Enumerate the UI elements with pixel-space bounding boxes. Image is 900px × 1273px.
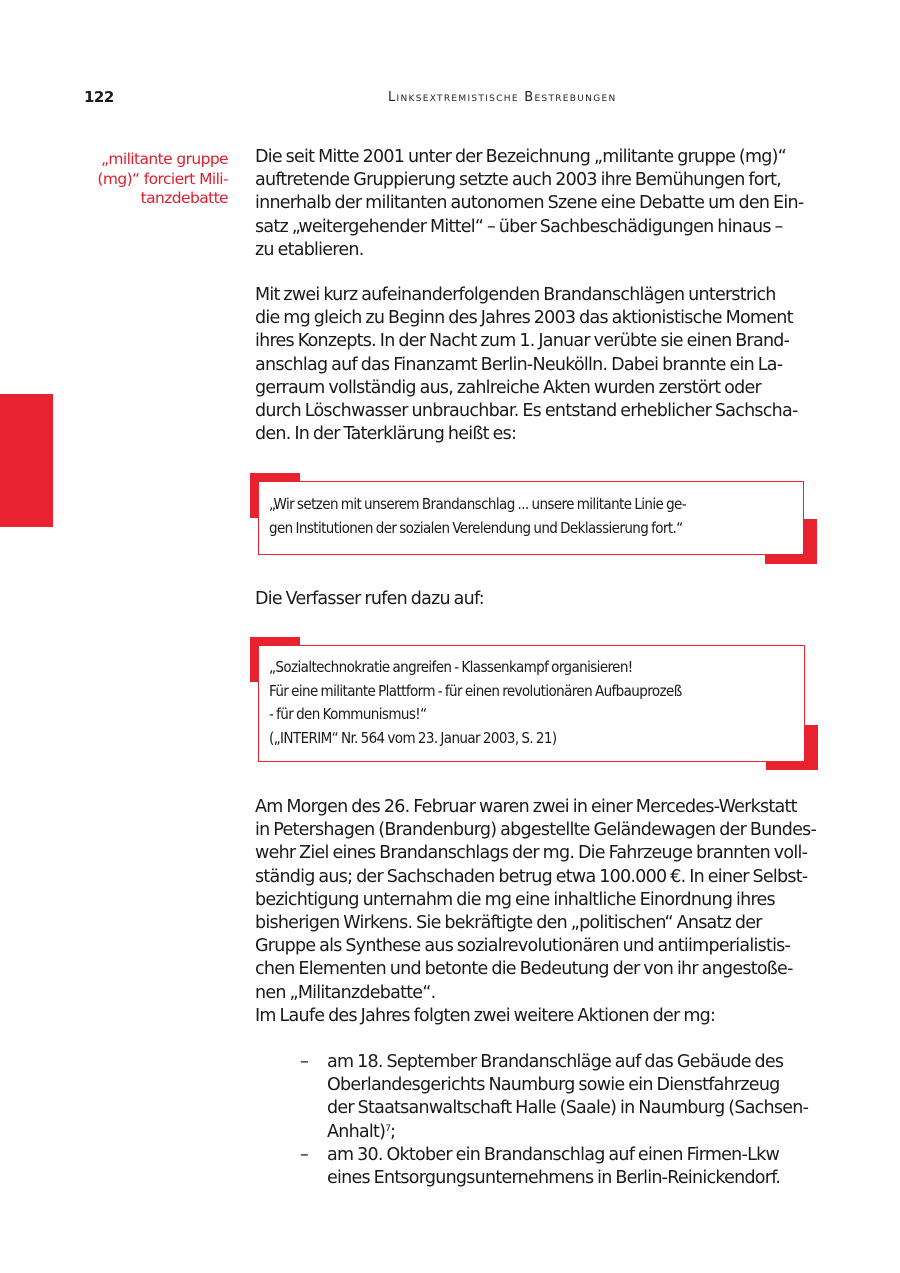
text-line: eines Entsorgungsunternehmens in Berlin-Reinickendorf.: [327, 1168, 781, 1189]
quote-line: „Sozialtechnokratie angreifen - Klassenkampf organisieren!: [269, 658, 633, 676]
quote-box-2: [250, 637, 818, 770]
text-line: chen Elementen und betonte die Bedeutung der von ihr angestoße-: [255, 959, 793, 980]
list-item: [300, 1051, 830, 1144]
quote-line: gen Institutionen der sozialen Verelendung und Deklassierung fort.“: [269, 518, 683, 537]
margin-note-line: tanzdebatte: [140, 189, 228, 207]
text-fragment: ;: [390, 1121, 396, 1142]
footnote-marker[interactable]: 7: [385, 1123, 391, 1134]
text-line: am 18. September Brandanschläge auf das Gebäude des: [327, 1052, 784, 1072]
text-line: wehr Ziel eines Brandanschlags der mg. Die Fahrzeuge brannten voll-: [255, 843, 808, 864]
text-line: gerraum vollständig aus, zahlreiche Akten wurden zerstört oder: [255, 377, 761, 398]
margin-note-line: (mg)“ forciert Mili-: [97, 169, 228, 188]
list-bullet: –: [300, 1052, 308, 1072]
text-line: zu etablieren.: [255, 239, 364, 260]
quote-line: „Wir setzen mit unserem Brandanschlag ... unsere militante Linie ge-: [269, 495, 687, 513]
text-line: der Staatsanwaltschaft Halle (Saale) in Naumburg (Sachsen-: [327, 1098, 809, 1119]
text-line: den. In der Taterklärung heißt es:: [255, 424, 517, 445]
text-line: Im Laufe des Jahres folgten zwei weitere Aktionen der mg:: [255, 1005, 716, 1026]
text-line: bisherigen Wirkens. Sie bekräftigte den „politischen“ Ansatz der: [255, 913, 762, 934]
text-line: Am Morgen des 26. Februar waren zwei in einer Mercedes-Werkstatt: [255, 797, 797, 817]
margin-note: [60, 150, 228, 209]
text-line: durch Löschwasser unbrauchbar. Es entstand erheblicher Sachscha-: [255, 401, 798, 422]
text-line: Die Verfasser rufen dazu auf:: [255, 589, 484, 609]
list-bullet: –: [300, 1144, 308, 1165]
text-line: die mg gleich zu Beginn des Jahres 2003 das aktionistische Moment: [255, 308, 793, 329]
margin-note-line: „militante gruppe: [100, 150, 228, 168]
quote-line: - für den Kommunismus!“: [269, 705, 427, 723]
text-line: am 30. Oktober ein Brandanschlag auf einen Firmen-Lkw: [327, 1144, 780, 1165]
quote-1: [258, 481, 804, 555]
text-line: Mit zwei kurz aufeinanderfolgenden Brandanschlägen unterstrich: [255, 285, 776, 305]
paragraph-1: [255, 146, 825, 262]
text-line: in Petershagen (Brandenburg) abgestellte Geländewagen der Bundes-: [255, 820, 817, 841]
quote-box-1: [250, 473, 817, 564]
paragraph-4: [255, 796, 825, 1028]
chapter-side-tab: [0, 394, 53, 527]
text-line: ständig aus; der Sachschaden betrug etwa 100.000 €. In einer Selbst-: [255, 866, 808, 887]
running-header: Linksextremistische Bestrebungen: [388, 90, 617, 105]
text-line: Oberlandesgerichts Naumburg sowie ein Dienstfahrzeug: [327, 1075, 780, 1096]
text-line: nen „Militanzdebatte“.: [255, 982, 436, 1003]
quote-line: Für eine militante Plattform - für einen revolutionären Aufbauprozeß: [269, 681, 682, 700]
text-line: satz „weitergehender Mittel“ – über Sachbeschädigungen hinaus –: [255, 216, 783, 237]
text-line: anschlag auf das Finanzamt Berlin-Neukölln. Dabei brannte ein La-: [255, 354, 783, 375]
paragraph-3: [255, 588, 825, 611]
text-line: [327, 1121, 830, 1144]
quote-source: („INTERIM“ Nr. 564 vom 23. Januar 2003, S. 21): [269, 728, 557, 747]
text-line: ihres Konzepts. In der Nacht zum 1. Januar verübte sie einen Brand-: [255, 331, 790, 352]
text-line: Die seit Mitte 2001 unter der Bezeichnung „militante gruppe (mg)“: [255, 147, 787, 167]
paragraph-2: [255, 284, 825, 446]
events-list: [300, 1051, 830, 1190]
text-line: Gruppe als Synthese aus sozialrevolutionären und antiimperialistis-: [255, 936, 791, 957]
text-fragment: Anhalt): [327, 1121, 386, 1142]
text-line: bezichtigung unternahm die mg eine inhaltliche Einordnung ihres: [255, 889, 775, 910]
text-line: innerhalb der militanten autonomen Szene eine Debatte um den Ein-: [255, 193, 804, 214]
page-number: 122: [84, 88, 114, 106]
quote-2: [258, 645, 805, 762]
text-line: auftretende Gruppierung setzte auch 2003 ihre Bemühungen fort,: [255, 170, 782, 191]
list-item: [300, 1144, 830, 1190]
